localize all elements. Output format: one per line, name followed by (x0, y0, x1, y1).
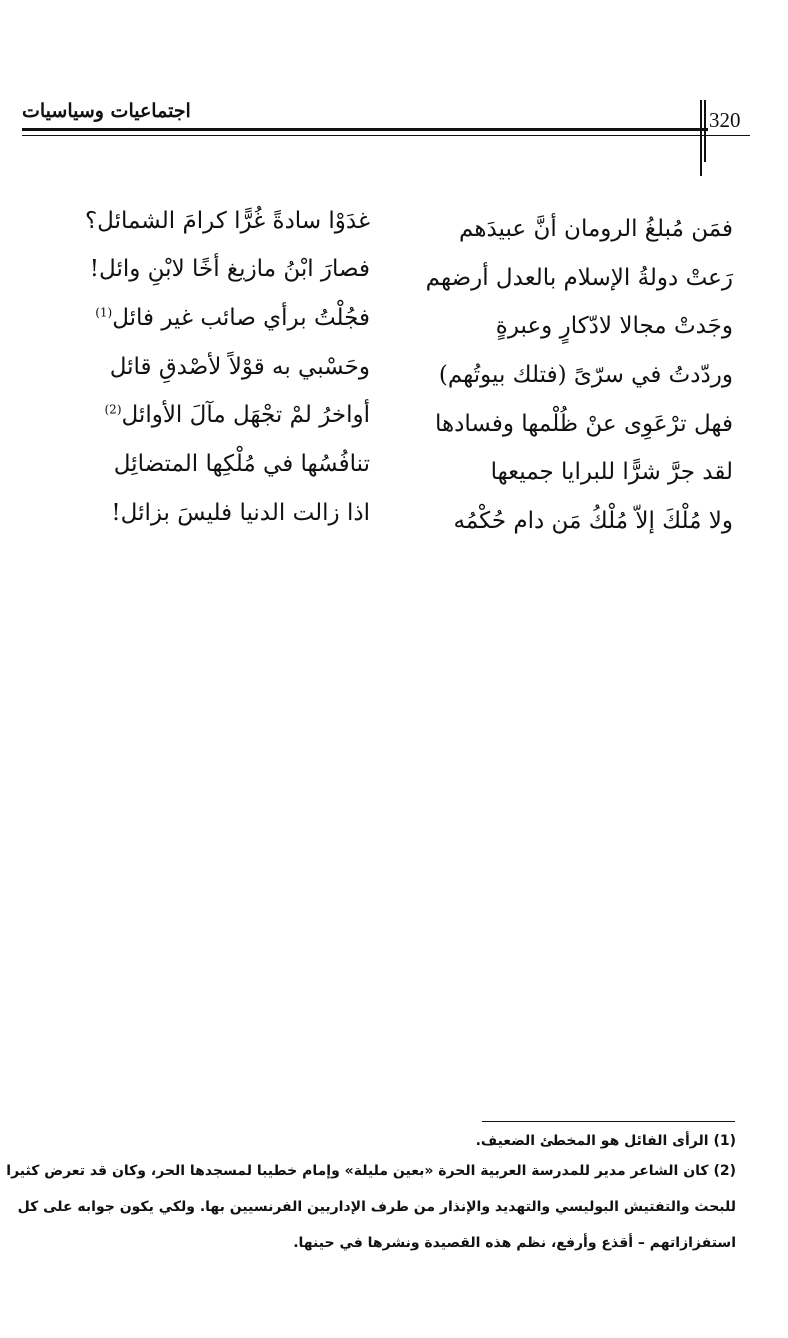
footnote-1: (1) الرأى الفائل هو المخطئ الضعيف. (475, 1133, 736, 1149)
poem-line-right-5: فهل ترْعَوِى عنْ ظُلْمها وفسادها (434, 411, 733, 437)
header-vertical-bar (704, 100, 706, 162)
poem-line-right-7: ولا مُلْكَ إلاّ مُلْكُ مَن دام حُكْمُه (453, 508, 733, 534)
poem-line-left-2: فصارَ ابْنُ مازيغ أخًا لابْنِ وائل! (89, 256, 370, 282)
poem-line-right-6: لقد جرَّ شرًّا للبرايا جميعها (490, 459, 733, 485)
poem-line-left-3-text: فجُلْتُ برأي صائب غير فائل (112, 305, 370, 331)
poem-line-left-6: تنافُسُها في مُلْكِها المتضائِل (113, 451, 370, 477)
footnote-2-line-2: للبحث والتفتيش البوليسي والتهديد والإنذار من طرف الإداريين الفرنسيين بها. ولكي يكون جوابه على كل (17, 1199, 736, 1215)
footnote-ref-2: (2) (104, 402, 122, 417)
poem-line-right-1: فمَن مُبلغُ الرومان أنَّ عبيدَهم (459, 216, 733, 242)
header-rule-thick (22, 128, 708, 131)
poem-line-left-1: غدَوْا سادةً غُرًّا كرامَ الشمائل؟ (84, 208, 370, 234)
poem-line-left-5 (40, 402, 370, 430)
footnote-ref-1: (1) (95, 305, 113, 320)
poem-line-left-4: وحَسْبي به قوْلاً لأصْدقِ قائل (109, 354, 370, 380)
page-number: 320 (709, 108, 741, 132)
poem-line-left-7: اذا زالت الدنيا فليسَ بزائل! (111, 500, 370, 526)
footnote-separator (482, 1121, 735, 1122)
poem-line-right-4: وردّدتُ في سرّىً (فتلك بيوتُهم) (438, 362, 733, 388)
header-vertical-bar (700, 100, 702, 176)
header-rule-thin (22, 135, 750, 136)
poem-line-right-2: رَعتْ دولةُ الإسلام بالعدل أرضهم (425, 265, 733, 291)
running-header-title: اجتماعيات وسياسيات (22, 100, 191, 122)
footnote-2-line-3: استفزازاتهم – أقذع وأرفع، نظم هذه القصيدة ونشرها في حينها. (293, 1235, 736, 1251)
footnote-2-line-1: (2) كان الشاعر مدير للمدرسة العربية الحرة «بعين مليلة» وإمام خطيبا لمسجدها الحر، وكان قد تعرض كثيرا (6, 1163, 736, 1179)
poem-line-right-3: وجَدتْ مجالا لادّكارٍ وعبرةٍ (495, 313, 733, 339)
poem-line-left-3 (40, 305, 370, 333)
poem-line-left-5-text: أواخرُ لمْ تجْهَل مآلَ الأوائل (121, 402, 370, 428)
